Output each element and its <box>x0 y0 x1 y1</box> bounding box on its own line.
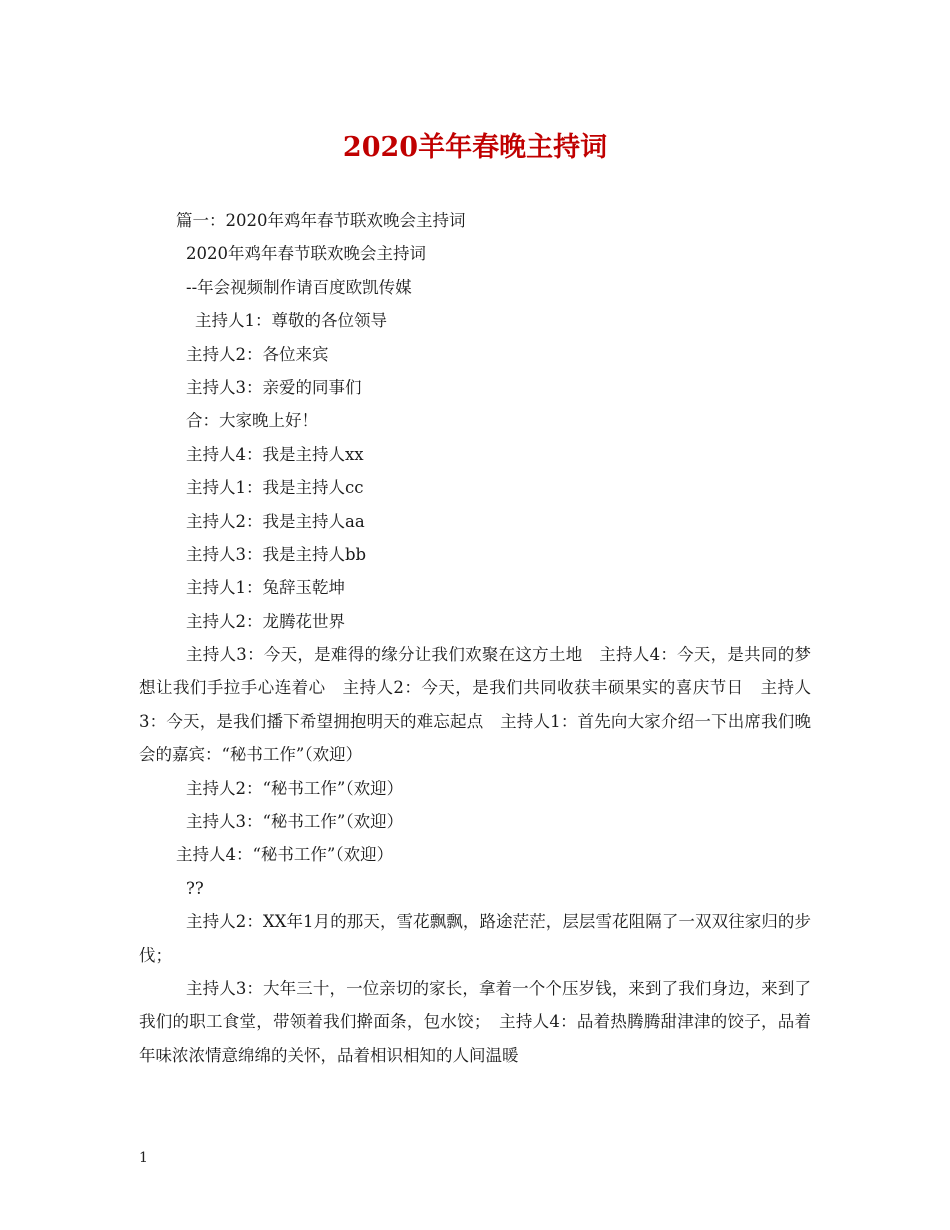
section-heading: 篇一：2020年鸡年春节联欢晚会主持词 <box>176 211 466 230</box>
dialogue-line: 主持人3：我是主持人bb <box>186 544 367 564</box>
subtitle-line: 2020年鸡年春节联欢晚会主持词 <box>186 244 426 264</box>
dialogue-line: 主持人1：尊敬的各位领导 <box>195 311 387 331</box>
dialogue-line: 主持人2：我是主持人aa <box>186 511 365 531</box>
dialogue-line: 主持人2：龙腾花世界 <box>186 611 345 631</box>
dialogue-line: 合：大家晚上好！ <box>186 411 318 431</box>
document-body <box>139 204 811 1072</box>
dialogue-paragraph: 主持人2：XX年1月的那天，雪花飘飘，路途茫茫，层层雪花阻隔了一双双往家归的步伐； <box>139 912 811 965</box>
ellipsis-line: ?? <box>186 878 204 898</box>
dialogue-line: 主持人3：亲爱的同事们 <box>186 377 362 397</box>
dialogue-line: 主持人3：“秘书工作”（欢迎） <box>186 812 404 832</box>
page-number: 1 <box>139 1150 148 1166</box>
dialogue-line: 主持人1：我是主持人cc <box>186 478 364 498</box>
dialogue-paragraph: 主持人3：今天，是难得的缘分让我们欢聚在这方土地 主持人4：今天，是共同的梦想让我们手拉手心连着心 主持人2：今天，是我们共同收获丰硕果实的喜庆节日 主持人3：今天，是我们播下希望拥抱明天的难忘起点 主持人1：首先向大家介绍一下出席我们晚会的嘉宾：“秘书工作”（欢迎） <box>139 645 811 765</box>
dialogue-line: 主持人4：我是主持人xx <box>186 444 364 464</box>
dialogue-paragraph: 主持人3：大年三十，一位亲切的家长，拿着一个个压岁钱，来到了我们身边，来到了我们的职工食堂，带领着我们擀面条，包水饺； 主持人4：品着热腾腾甜津津的饺子，品着年味浓浓情意绵绵的关怀，品着相识相知的人间温暖 <box>139 979 811 1065</box>
document-title: 2020羊年春晚主持词 <box>342 132 608 163</box>
dialogue-line: 主持人4：“秘书工作”（欢迎） <box>176 845 394 865</box>
note-line: --年会视频制作请百度欧凯传媒 <box>186 277 412 297</box>
dialogue-line: 主持人1：兔辞玉乾坤 <box>186 578 345 598</box>
dialogue-line: 主持人2：“秘书工作”（欢迎） <box>186 778 404 798</box>
dialogue-line: 主持人2：各位来宾 <box>186 344 329 364</box>
